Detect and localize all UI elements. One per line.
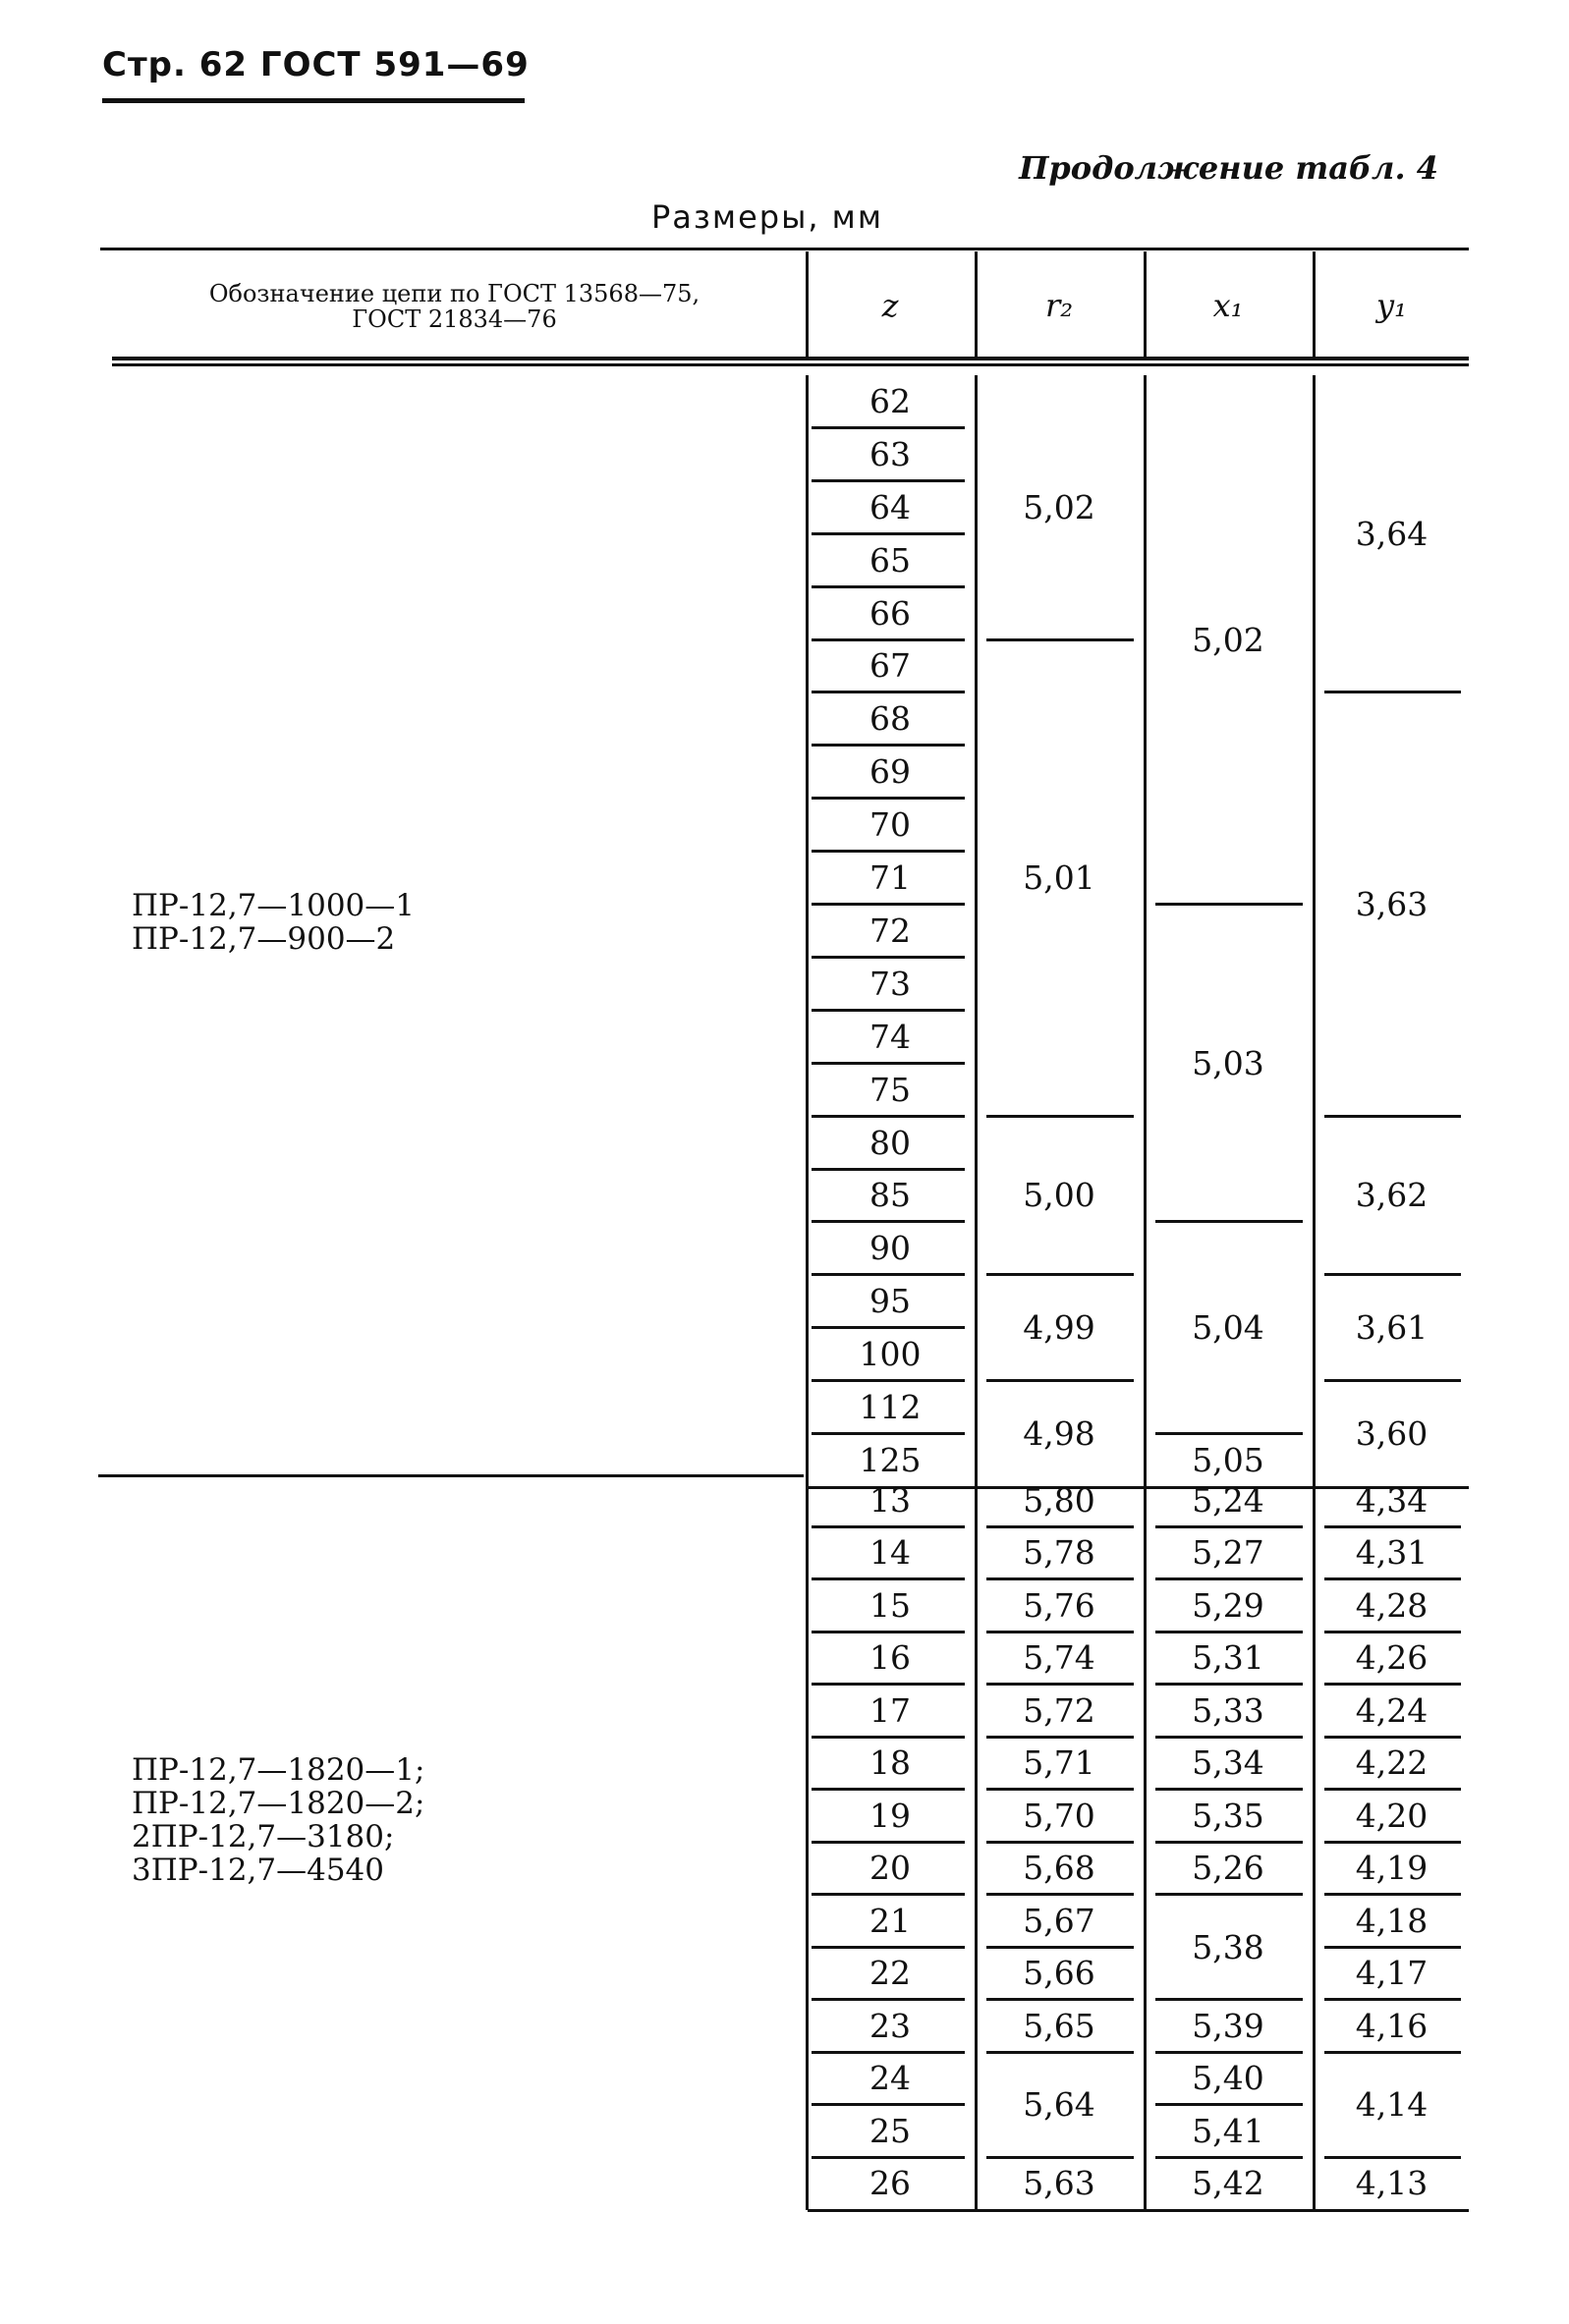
header-divider-x1: [1144, 251, 1147, 358]
group2-x1-cell: 5,39: [1192, 2006, 1264, 2045]
group2-y1-cell: 4,34: [1355, 1480, 1429, 1520]
group2-x1-span-rule: [1155, 1736, 1303, 1739]
group2-x1-cell: 5,35: [1192, 1796, 1264, 1835]
group2-y1-cell: 4,18: [1355, 1901, 1429, 1940]
group2-y1-cell: 4,28: [1355, 1585, 1429, 1625]
group1-r2-cell: 5,00: [1023, 1176, 1095, 1215]
group2-designation-line: ПР-12,7—1820—2;: [132, 1786, 425, 1821]
header-r2: r₂: [1044, 287, 1074, 324]
group1-z-cell: 62: [869, 381, 911, 420]
group1-designation-line: ПР-12,7—1000—1: [132, 888, 416, 923]
group1-z-cell: 100: [859, 1335, 922, 1374]
group2-x1-cell: 5,34: [1192, 1743, 1264, 1783]
group1-z-cell: 112: [859, 1388, 922, 1427]
group1-z-row-rule: [812, 1326, 965, 1329]
group2-r2-cell: 5,80: [1023, 1480, 1095, 1520]
group2-x1-cell: 5,42: [1192, 2164, 1264, 2203]
group2-y1-cell: 4,24: [1355, 1690, 1429, 1730]
group2-x1-span-rule: [1155, 1631, 1303, 1633]
group2-y1-cell: 4,17: [1355, 1954, 1429, 1993]
group1-z-cell: 75: [869, 1070, 911, 1109]
group2-y1-cell: 4,22: [1355, 1743, 1429, 1783]
units-caption: Размеры, мм: [651, 198, 883, 236]
group1-z-cell: 65: [869, 540, 911, 580]
group2-z-cell: 23: [869, 2006, 911, 2045]
group1-y1-span-rule: [1324, 1273, 1461, 1276]
group2-z-cell: 17: [869, 1690, 911, 1730]
group2-y1-span-rule: [1324, 1998, 1461, 2001]
group1-z-row-rule: [812, 903, 965, 906]
group2-x1-span-rule: [1155, 1525, 1303, 1528]
group1-z-row-rule: [812, 956, 965, 959]
group2-x1-span-rule: [1155, 1683, 1303, 1686]
group2-bottom-rule: [808, 2209, 1469, 2212]
group2-r2-cell: 5,78: [1023, 1533, 1095, 1573]
group2-r2-span-rule: [986, 1946, 1134, 1949]
group1-z-row-rule: [812, 850, 965, 853]
group2-x1-cell: 5,31: [1192, 1638, 1264, 1678]
group1-y1-cell: 3,64: [1355, 514, 1429, 553]
group2-z-row-rule: [812, 1893, 965, 1896]
group2-r2-span-rule: [986, 1788, 1134, 1791]
group1-z-row-rule: [812, 797, 965, 800]
group2-x1-cell: 5,27: [1192, 1533, 1264, 1573]
group1-x1-span-rule: [1155, 1432, 1303, 1435]
group1-x1-span-rule: [1155, 1220, 1303, 1223]
group1-z-row-rule: [812, 1432, 965, 1435]
table-top-rule: [100, 248, 1469, 250]
group1-r2-cell: 4,98: [1023, 1414, 1095, 1453]
group2-r2-span-rule: [986, 1736, 1134, 1739]
group1-z-row-rule: [812, 691, 965, 693]
group2-r2-cell: 5,64: [1023, 2085, 1095, 2124]
group2-z-cell: 19: [869, 1796, 911, 1835]
group2-r2-cell: 5,72: [1023, 1690, 1095, 1730]
group2-r2-cell: 5,74: [1023, 1638, 1095, 1678]
group2-z-cell: 25: [869, 2111, 911, 2150]
group2-designation: [132, 1753, 424, 1887]
group2-z-cell: 18: [869, 1743, 911, 1783]
group2-z-row-rule: [812, 1525, 965, 1528]
group2-z-row-rule: [812, 2103, 965, 2106]
group2-z-row-rule: [812, 2051, 965, 2054]
group-separator-rule: [98, 1474, 804, 1477]
group2-z-row-rule: [812, 1577, 965, 1580]
group2-r2-cell: 5,65: [1023, 2006, 1095, 2045]
group2-y1-cell: 4,20: [1355, 1796, 1429, 1835]
group2-r2-cell: 5,76: [1023, 1585, 1095, 1625]
group2-x1-span-rule: [1155, 2103, 1303, 2106]
group2-z-row-rule: [812, 1683, 965, 1686]
group2-r2-span-rule: [986, 1841, 1134, 1844]
group1-z-row-rule: [812, 426, 965, 429]
group2-y1-span-rule: [1324, 1525, 1461, 1528]
header-divider-z: [806, 251, 809, 358]
group2-y1-span-rule: [1324, 1683, 1461, 1686]
group2-x1-cell: 5,41: [1192, 2111, 1264, 2150]
group1-r2-span-rule: [986, 1273, 1134, 1276]
group2-r2-span-rule: [986, 2156, 1134, 2159]
group2-z-cell: 14: [869, 1533, 911, 1573]
group2-y1-span-rule: [1324, 1893, 1461, 1896]
header-bottom-rule: [112, 357, 1469, 360]
group2-z-row-rule: [812, 1841, 965, 1844]
group2-z-cell: 13: [869, 1480, 911, 1520]
group2-z-cell: 21: [869, 1901, 911, 1940]
group2-r2-span-rule: [986, 1631, 1134, 1633]
group1-x1-cell: 5,02: [1192, 620, 1264, 659]
group1-z-cell: 70: [869, 805, 911, 845]
group2-x1-cell: 5,24: [1192, 1480, 1264, 1520]
group1-x1-cell: 5,05: [1192, 1440, 1264, 1479]
group2-y1-cell: 4,13: [1355, 2164, 1429, 2203]
group1-z-cell: 72: [869, 911, 911, 950]
group2-z-row-rule: [812, 1998, 965, 2001]
group1-x1-cell: 5,03: [1192, 1043, 1264, 1082]
group1-x1-span-rule: [1155, 903, 1303, 906]
group1-z-row-rule: [812, 479, 965, 482]
group2-column-divider: [1144, 1474, 1147, 2210]
group2-x1-cell: 5,38: [1192, 1927, 1264, 1966]
group2-z-row-rule: [812, 1631, 965, 1633]
group1-z-cell: 73: [869, 964, 911, 1003]
group2-z-cell: 24: [869, 2059, 911, 2098]
group2-y1-span-rule: [1324, 2156, 1461, 2159]
group1-z-cell: 68: [869, 699, 911, 739]
group2-y1-cell: 4,19: [1355, 1849, 1429, 1888]
group2-column-divider: [806, 1474, 809, 2210]
group2-y1-span-rule: [1324, 1631, 1461, 1633]
group2-r2-cell: 5,68: [1023, 1849, 1095, 1888]
group2-r2-span-rule: [986, 1577, 1134, 1580]
group1-z-row-rule: [812, 1062, 965, 1065]
group1-z-row-rule: [812, 585, 965, 588]
group1-r2-span-rule: [986, 638, 1134, 641]
header-y1: y₁: [1376, 287, 1407, 324]
group2-y1-span-rule: [1324, 1788, 1461, 1791]
group2-z-cell: 15: [869, 1585, 911, 1625]
group2-r2-cell: 5,71: [1023, 1743, 1095, 1783]
group2-r2-cell: 5,66: [1023, 1954, 1095, 1993]
running-head: Стр. 62 ГОСТ 591—69: [102, 45, 530, 84]
group2-r2-cell: 5,67: [1023, 1901, 1095, 1940]
header-x1: x₁: [1212, 287, 1244, 324]
group1-y1-cell: 3,60: [1355, 1414, 1429, 1453]
header-z: z: [881, 287, 899, 324]
group2-x1-span-rule: [1155, 1841, 1303, 1844]
group1-z-row-rule: [812, 1273, 965, 1276]
group1-z-row-rule: [812, 1115, 965, 1118]
group2-y1-cell: 4,31: [1355, 1533, 1429, 1573]
header-designation: [103, 281, 806, 332]
group1-z-cell: 71: [869, 858, 911, 898]
group2-x1-span-rule: [1155, 1998, 1303, 2001]
group2-z-row-rule: [812, 1736, 965, 1739]
group1-z-row-rule: [812, 638, 965, 641]
header-divider-r2: [975, 251, 978, 358]
group2-y1-span-rule: [1324, 2051, 1461, 2054]
header-divider-y1: [1313, 251, 1316, 358]
group2-r2-span-rule: [986, 1683, 1134, 1686]
group2-designation-line: 3ПР-12,7—4540: [132, 1853, 385, 1888]
group2-r2-cell: 5,63: [1023, 2164, 1095, 2203]
group2-x1-span-rule: [1155, 2051, 1303, 2054]
group1-y1-span-rule: [1324, 1115, 1461, 1118]
group1-y1-cell: 3,62: [1355, 1176, 1429, 1215]
group2-x1-cell: 5,40: [1192, 2059, 1264, 2098]
group2-designation-line: ПР-12,7—1820—1;: [132, 1752, 425, 1788]
header-designation-line2: ГОСТ 21834—76: [352, 305, 557, 333]
group1-z-cell: 125: [859, 1440, 922, 1479]
group1-z-row-rule: [812, 1009, 965, 1012]
header-bottom-rule-second: [112, 363, 1469, 366]
group2-r2-span-rule: [986, 1525, 1134, 1528]
group2-z-cell: 26: [869, 2164, 911, 2203]
group1-z-cell: 90: [869, 1229, 911, 1268]
group2-z-cell: 16: [869, 1638, 911, 1678]
group1-r2-span-rule: [986, 1115, 1134, 1118]
group1-z-cell: 80: [869, 1123, 911, 1162]
group1-y1-cell: 3,63: [1355, 885, 1429, 923]
group2-r2-span-rule: [986, 2051, 1134, 2054]
group2-y1-span-rule: [1324, 1577, 1461, 1580]
group1-z-row-rule: [812, 532, 965, 535]
group2-y1-cell: 4,16: [1355, 2006, 1429, 2045]
group2-r2-cell: 5,70: [1023, 1796, 1095, 1835]
group1-y1-span-rule: [1324, 691, 1461, 693]
group1-r2-cell: 5,02: [1023, 487, 1095, 526]
group1-z-cell: 67: [869, 646, 911, 686]
group2-y1-span-rule: [1324, 1841, 1461, 1844]
group1-designation-line: ПР-12,7—900—2: [132, 921, 396, 957]
group1-z-cell: 95: [869, 1282, 911, 1321]
group2-y1-cell: 4,14: [1355, 2085, 1429, 2124]
group1-z-cell: 74: [869, 1017, 911, 1056]
group2-z-cell: 20: [869, 1849, 911, 1888]
group2-x1-span-rule: [1155, 1577, 1303, 1580]
group2-x1-cell: 5,29: [1192, 1585, 1264, 1625]
group2-x1-cell: 5,26: [1192, 1849, 1264, 1888]
group2-x1-span-rule: [1155, 1893, 1303, 1896]
group1-x1-cell: 5,04: [1192, 1308, 1264, 1348]
group2-z-row-rule: [812, 1788, 965, 1791]
group2-y1-cell: 4,26: [1355, 1638, 1429, 1678]
group2-x1-span-rule: [1155, 2156, 1303, 2159]
group1-z-row-rule: [812, 1220, 965, 1223]
group1-r2-cell: 4,99: [1023, 1308, 1095, 1348]
group1-z-cell: 66: [869, 593, 911, 633]
header-designation-line1: Обозначение цепи по ГОСТ 13568—75,: [208, 280, 700, 307]
group2-r2-span-rule: [986, 1998, 1134, 2001]
group1-z-cell: 63: [869, 434, 911, 473]
group2-z-cell: 22: [869, 1954, 911, 1993]
group1-z-row-rule: [812, 744, 965, 747]
group2-x1-cell: 5,33: [1192, 1690, 1264, 1730]
group1-z-row-rule: [812, 1379, 965, 1382]
group1-y1-span-rule: [1324, 1379, 1461, 1382]
group2-z-row-rule: [812, 2156, 965, 2159]
group2-z-row-rule: [812, 1946, 965, 1949]
group1-r2-cell: 5,01: [1023, 858, 1095, 898]
group1-y1-cell: 3,61: [1355, 1308, 1429, 1348]
group2-r2-span-rule: [986, 1893, 1134, 1896]
table-continuation-caption: Продолжение табл. 4: [1019, 149, 1438, 187]
group2-x1-span-rule: [1155, 1788, 1303, 1791]
group2-designation-line: 2ПР-12,7—3180;: [132, 1819, 395, 1854]
group1-z-cell: 69: [869, 752, 911, 792]
group2-y1-span-rule: [1324, 1946, 1461, 1949]
group1-z-cell: 64: [869, 487, 911, 526]
group2-y1-span-rule: [1324, 1736, 1461, 1739]
group1-r2-span-rule: [986, 1379, 1134, 1382]
group1-designation: [132, 889, 415, 956]
group1-z-cell: 85: [869, 1176, 911, 1215]
group1-z-row-rule: [812, 1168, 965, 1171]
